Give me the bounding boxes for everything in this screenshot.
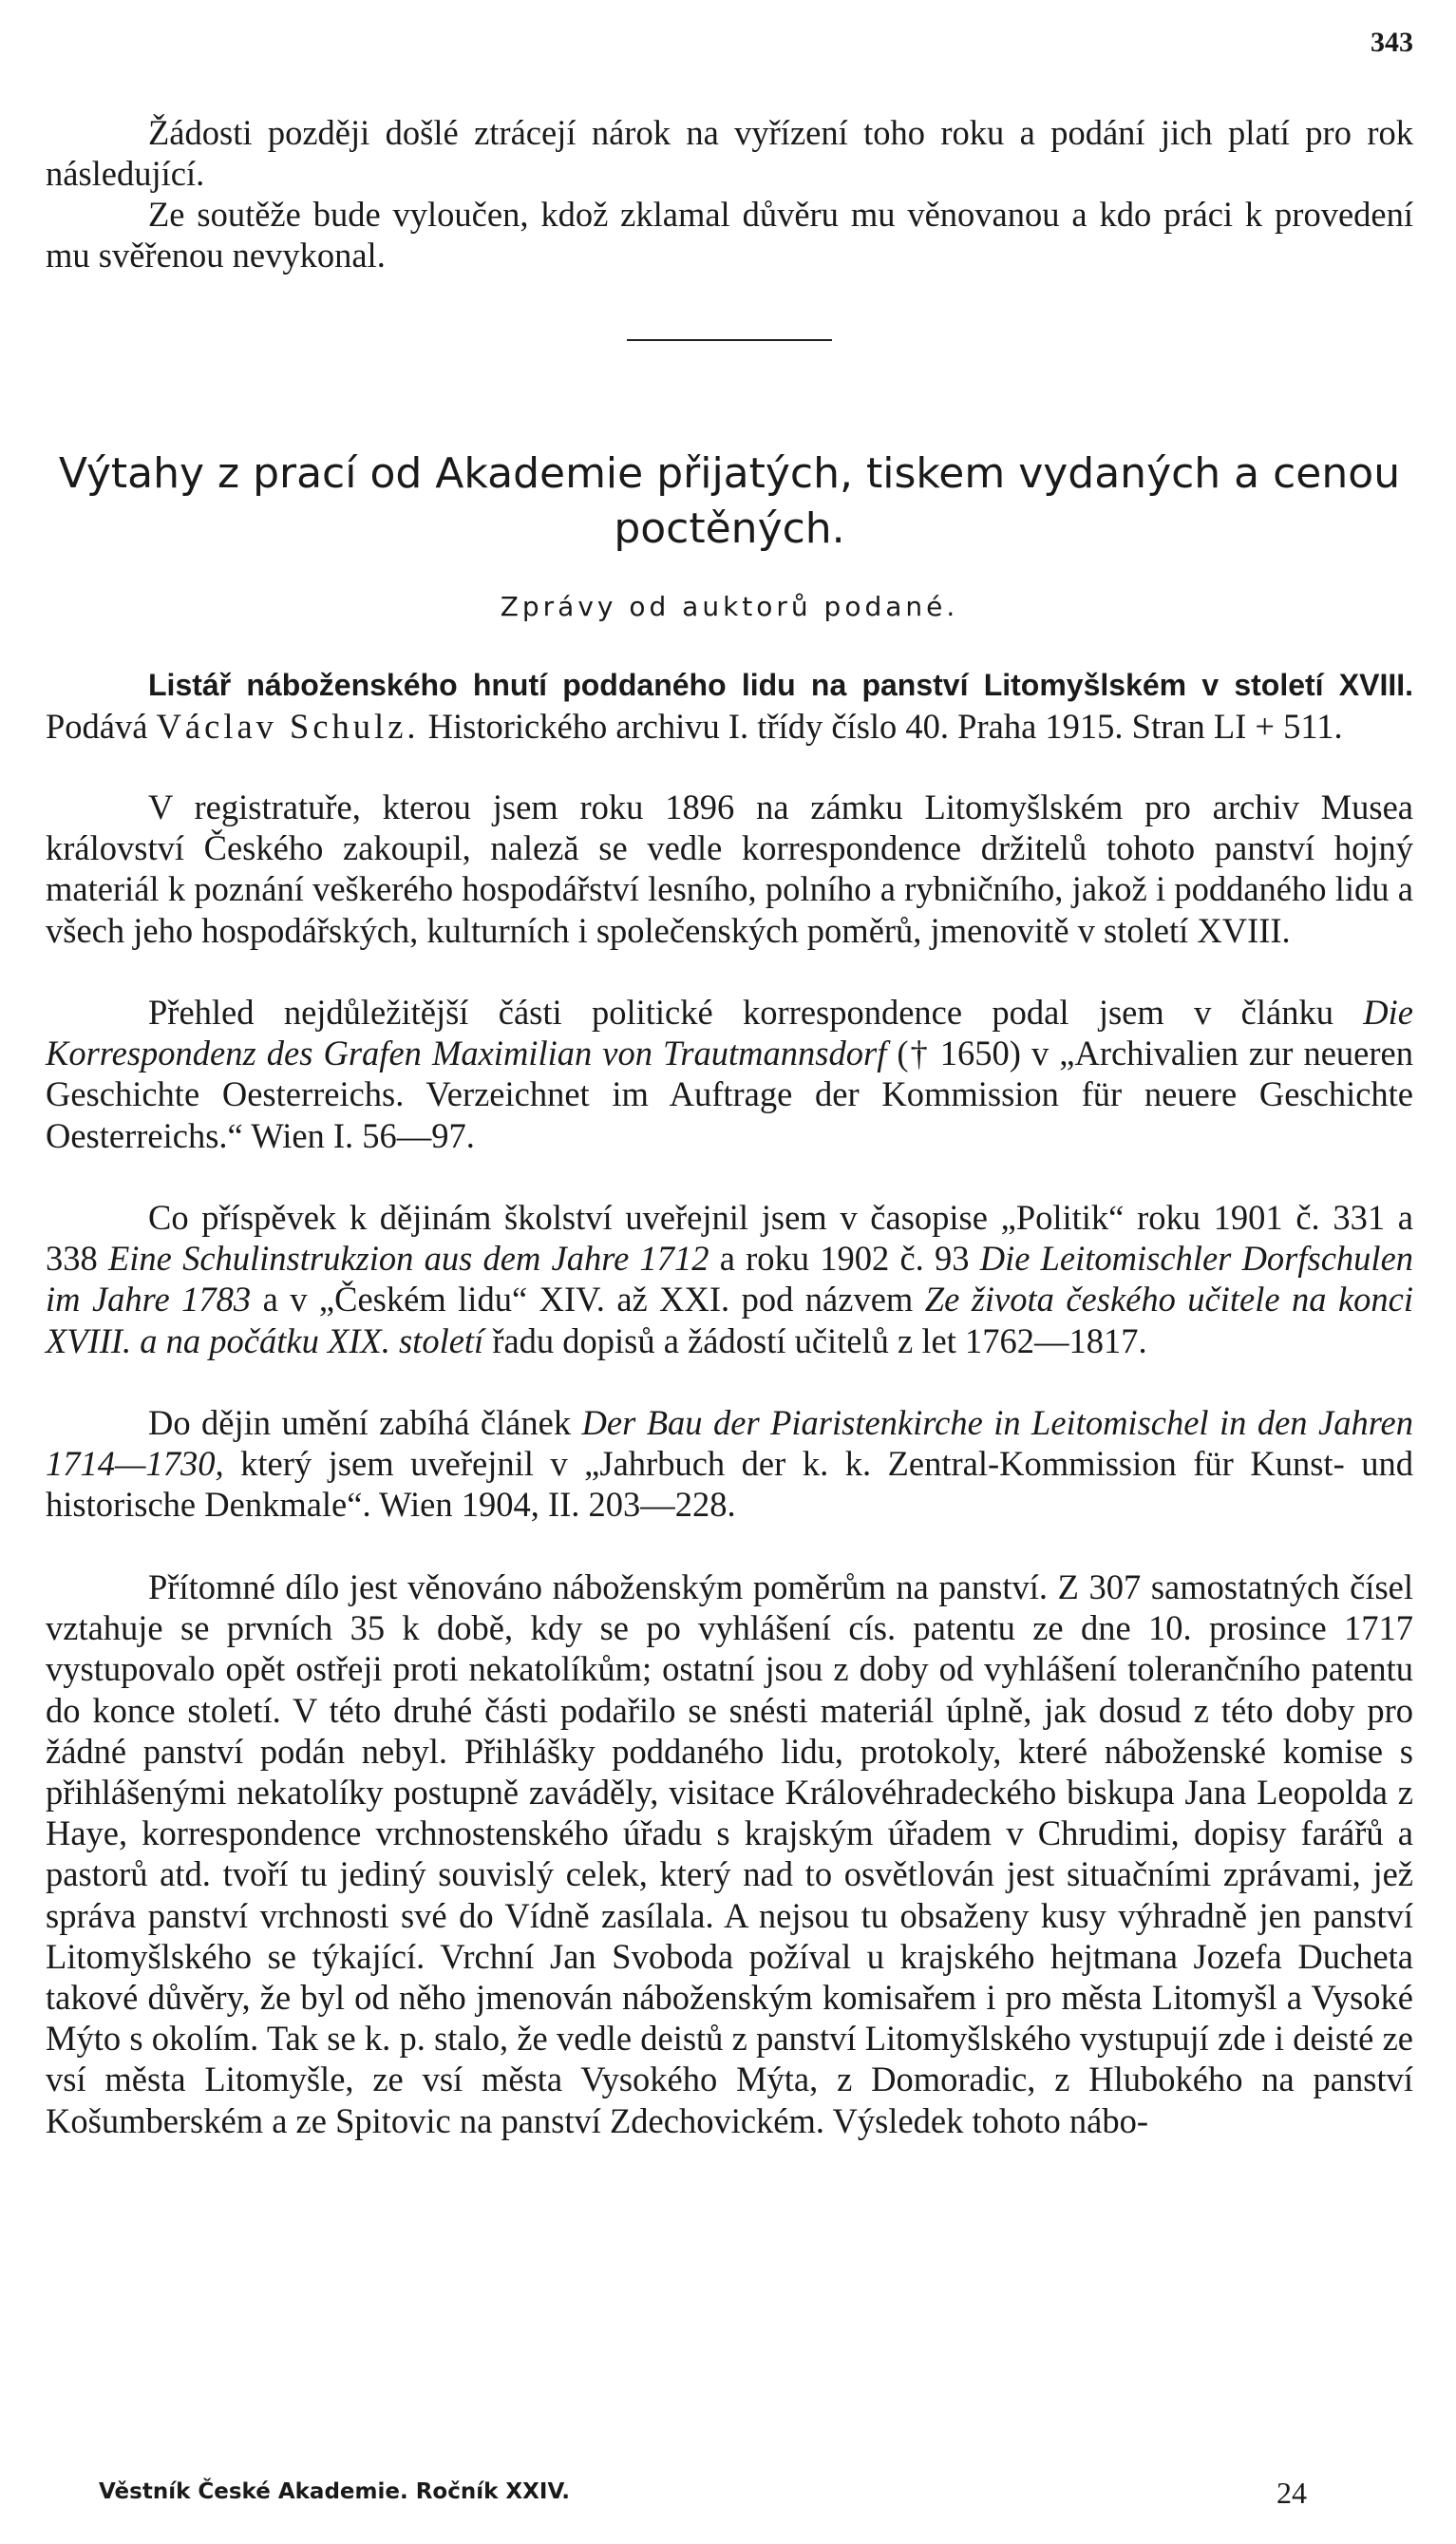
intro-paragraph-2: Ze soutěže bude vyloučen, kdož zklamal důvěru mu věnovanou a kdo práci k provedení mu svěřenou nevykonal.	[46, 195, 1413, 275]
intro-paragraph-1: Žádosti později došlé ztrácejí nárok na vyřízení toho roku a podání jich platí pro rok následující.	[46, 113, 1413, 194]
p3-text-a: Co příspěvek k dějinám školství uveřejnil jsem v časopise „Politik“ roku 1901 č. 331 a 338	[46, 1198, 1413, 1279]
p3-text-e: a v „Českém lidu“ XIV. až XXI. pod názvem	[262, 1280, 914, 1319]
p3-title-1: Eine Schulinstrukzion aus dem Jahre 1712	[107, 1239, 709, 1279]
entry-details: Historického archivu I. třídy číslo 40. Praha 1915. Stran LI + 511.	[427, 707, 1343, 747]
section-title: Výtahy z prací od Akademie přijatých, tiskem vydaných a cenou poctěných.	[58, 449, 1401, 553]
paragraph-schools	[46, 1197, 1413, 1361]
entry-by: Podává	[46, 707, 148, 747]
entry-heading	[46, 663, 1413, 747]
paragraph-art	[46, 1402, 1413, 1526]
paragraph-registry: V registratuře, kterou jsem roku 1896 na zámku Litomyšlském pro archiv Musea království Českého zakoupil, naleză se vedle korrespondence držitelů tohoto panství hojný materiál k poznání veškerého hospodářství lesního, polního a rybničního, jakož i poddaného lidu a všech jeho hospodářských, kulturních i společenských poměrů, jmenovitě v století XVIII.	[46, 788, 1413, 950]
entry-title: Listář náboženského hnutí poddaného lidu na panství Litomyšlském v století XVIII.	[148, 668, 1413, 702]
p2-title: Die Korrespondenz des Grafen Maximilian von Trautmannsdorf	[46, 993, 1413, 1073]
footer-signature: 24	[1276, 2476, 1307, 2510]
p3-text-g: řadu dopisů a žádostí učitelů z let 1762—1817.	[492, 1320, 1147, 1360]
paragraph-correspondence	[46, 992, 1413, 1156]
p4-text-a: Do dějin umění zabíhá článek	[148, 1403, 572, 1442]
p4-title: Der Bau der Piaristenkirche in Leitomischel in den Jahren 1714—1730,	[46, 1403, 1413, 1484]
p3-text-c: a roku 1902 č. 93	[719, 1239, 970, 1279]
document-page	[46, 19, 1413, 2527]
p4-text-c: který jsem uveřejnil v „Jahrbuch der k. k. Zentral-Kommission für Kunst- und historische Denkmale“. Wien 1904, II. 203—228.	[46, 1444, 1414, 1525]
p2-text-c: († 1650) v „Archivalien zur neueren Geschichte Oesterreichs. Verzeichnet im Auftrage der Kommission für neuere Geschichte Oesterreichs.“ Wien I. 56—97.	[46, 1034, 1413, 1155]
section-divider	[627, 339, 832, 341]
page-number: 343	[1371, 27, 1413, 58]
paragraph-present-work: Přítomné dílo jest věnováno náboženským poměrům na panství. Z 307 samostatných čísel vztahuje se prvních 35 k době, kdy se po vyhlášení cís. patentu ze dne 10. prosince 1717 vystupovalo opět ostřeji proti nekatolíkům; ostatní jsou z doby od vyhlášení tolerančního patentu do konce století. V této druhé části podařilo se snésti materiál úplně, jak dosud z této doby pro žádné panství podán nebyl. Přihlášky poddaného lidu, protokoly, které náboženské komise s přihlášenými nekatolíky postupně zaváděly, visitace Královéhradeckého biskupa Jana Leopolda z Haye, korrespondence vrchnostenského úřadu s krajským úřadem v Chrudimi, dopisy farářů a pastorů atd. tvoří tu jediný souvislý celek, který nad to osvětlován jest situačními zprávami, jež správa panství vrchnosti své do Vídně zasílala. A nejsou tu obsaženy kusy výhradně jen panství Litomyšlského se týkající. Vrchní Jan Svoboda požíval u krajského hejtmana Jozefa Ducheta takové důvěry, že byl od něho jmenován náboženským komisařem i pro města Litomyšl a Vysoké Mýto s okolím. Tak se k. p. stalo, že vedle deistů z panství Litomyšlského vystupují zde i deisté ze vsí města Litomyšle, ze vsí města Vysokého Mýta, z Domoradic, z Hlubokého na panství Košumberském a ze Spitovic na panství Zdechovickém. Výsledek tohoto nábo-	[46, 1567, 1413, 2140]
entry-author: Václav Schulz.	[156, 707, 420, 747]
p3-title-3: Ze života českého učitele na konci XVIII. a na počátku XIX. století	[46, 1280, 1413, 1360]
section-subtitle: Zprávy od auktorů podané.	[500, 591, 959, 622]
footer-journal: Věstník České Akademie. Ročník XXIV.	[99, 2479, 571, 2504]
p2-text-a: Přehled nejdůležitější části politické korrespondence podal jsem v článku	[148, 993, 1333, 1032]
p3-title-2: Die Leitomischler Dorfschulen im Jahre 1783	[46, 1239, 1414, 1319]
